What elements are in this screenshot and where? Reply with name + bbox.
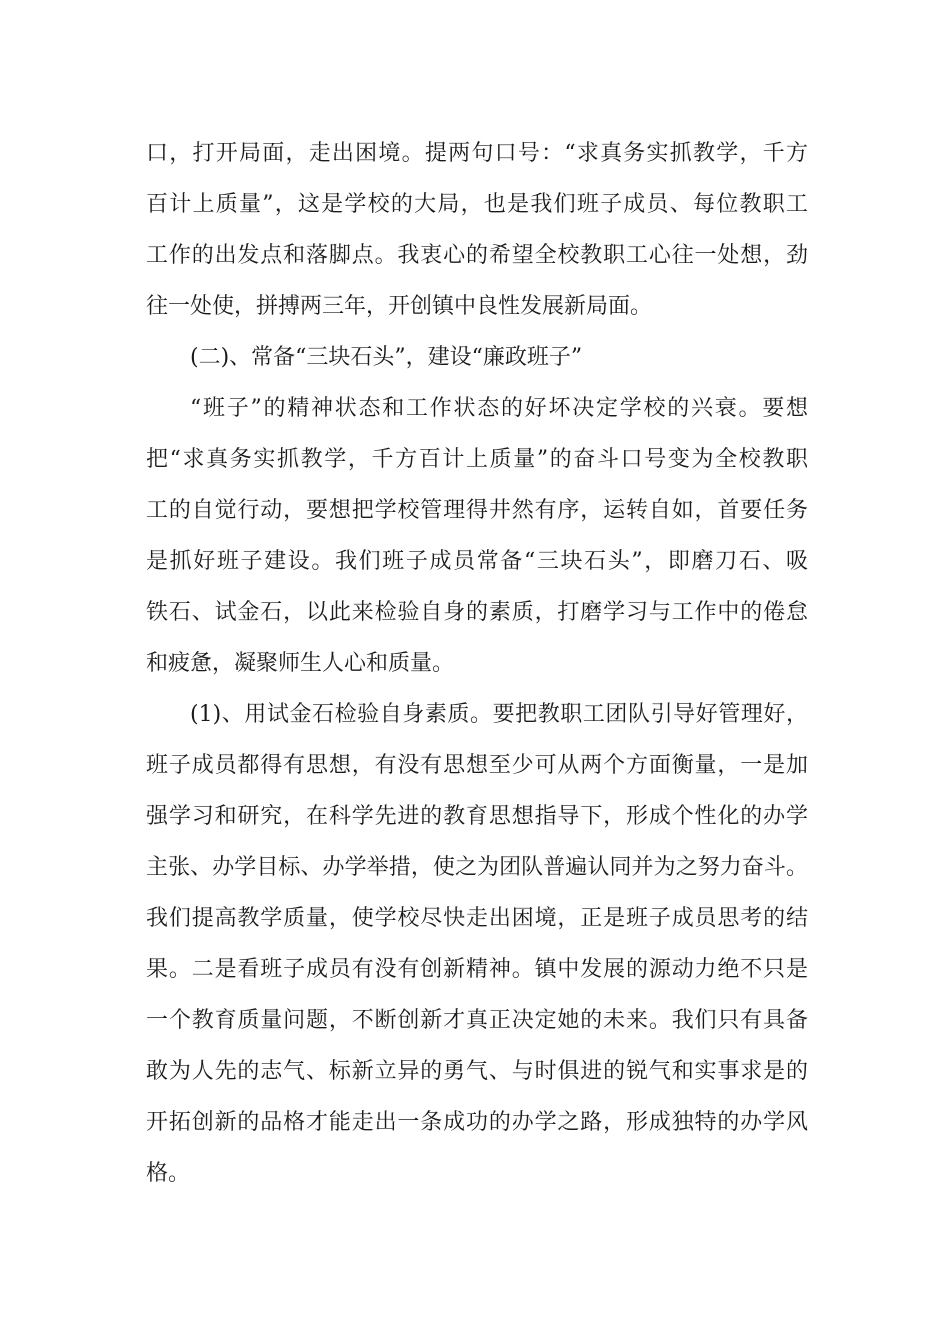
text-line: 是抓好班子建设。我们班子成员常备“三块石头”，即磨刀石、吸 [146, 549, 808, 574]
document-body [146, 128, 808, 1199]
paragraph-first-line: “班子”的精神状态和工作状态的好坏决定学校的兴衰。要想 [190, 396, 808, 421]
text-line: 一个教育质量问题，不断创新才真正决定她的未来。我们只有具备 [146, 1008, 808, 1033]
text-line: 往一处使，拼搏两三年，开创镇中良性发展新局面。 [146, 294, 653, 319]
text-line: 和疲惫，凝聚师生人心和质量。 [146, 651, 455, 676]
text-line: 强学习和研究，在科学先进的教育思想指导下，形成个性化的办学 [146, 804, 808, 829]
text-line: 开拓创新的品格才能走出一条成功的办学之路，形成独特的办学风 [146, 1110, 808, 1135]
text-line: 班子成员都得有思想，有没有思想至少可从两个方面衡量，一是加 [146, 753, 808, 778]
text-line: 我们提高教学质量，使学校尽快走出困境，正是班子成员思考的结 [146, 906, 808, 931]
text-line: 工作的出发点和落脚点。我衷心的希望全校教职工心往一处想，劲 [146, 243, 808, 268]
text-line: 把“求真务实抓教学，千方百计上质量”的奋斗口号变为全校教职 [146, 447, 808, 472]
text-line: 口，打开局面，走出困境。提两句口号：“求真务实抓教学，千方 [146, 141, 808, 166]
text-line: 敢为人先的志气、标新立异的勇气、与时俱进的锐气和实事求是的 [146, 1059, 808, 1084]
text-line: 工的自觉行动，要想把学校管理得井然有序，运转自如，首要任务 [146, 498, 808, 523]
text-line: 果。二是看班子成员有没有创新精神。镇中发展的源动力绝不只是 [146, 957, 808, 982]
text-line: 主张、办学目标、办学举措，使之为团队普遍认同并为之努力奋斗。 [146, 855, 808, 880]
text-line: 百计上质量”，这是学校的大局，也是我们班子成员、每位教职工 [146, 192, 808, 217]
text-line: 铁石、试金石，以此来检验自身的素质，打磨学习与工作中的倦怠 [146, 600, 808, 625]
text-line: 格。 [146, 1161, 191, 1186]
paragraph-first-line: (1)、用试金石检验自身素质。要把教职工团队引导好管理好， [190, 702, 808, 727]
section-heading: (二)、常备“三块石头”，建设“廉政班子” [190, 345, 583, 370]
